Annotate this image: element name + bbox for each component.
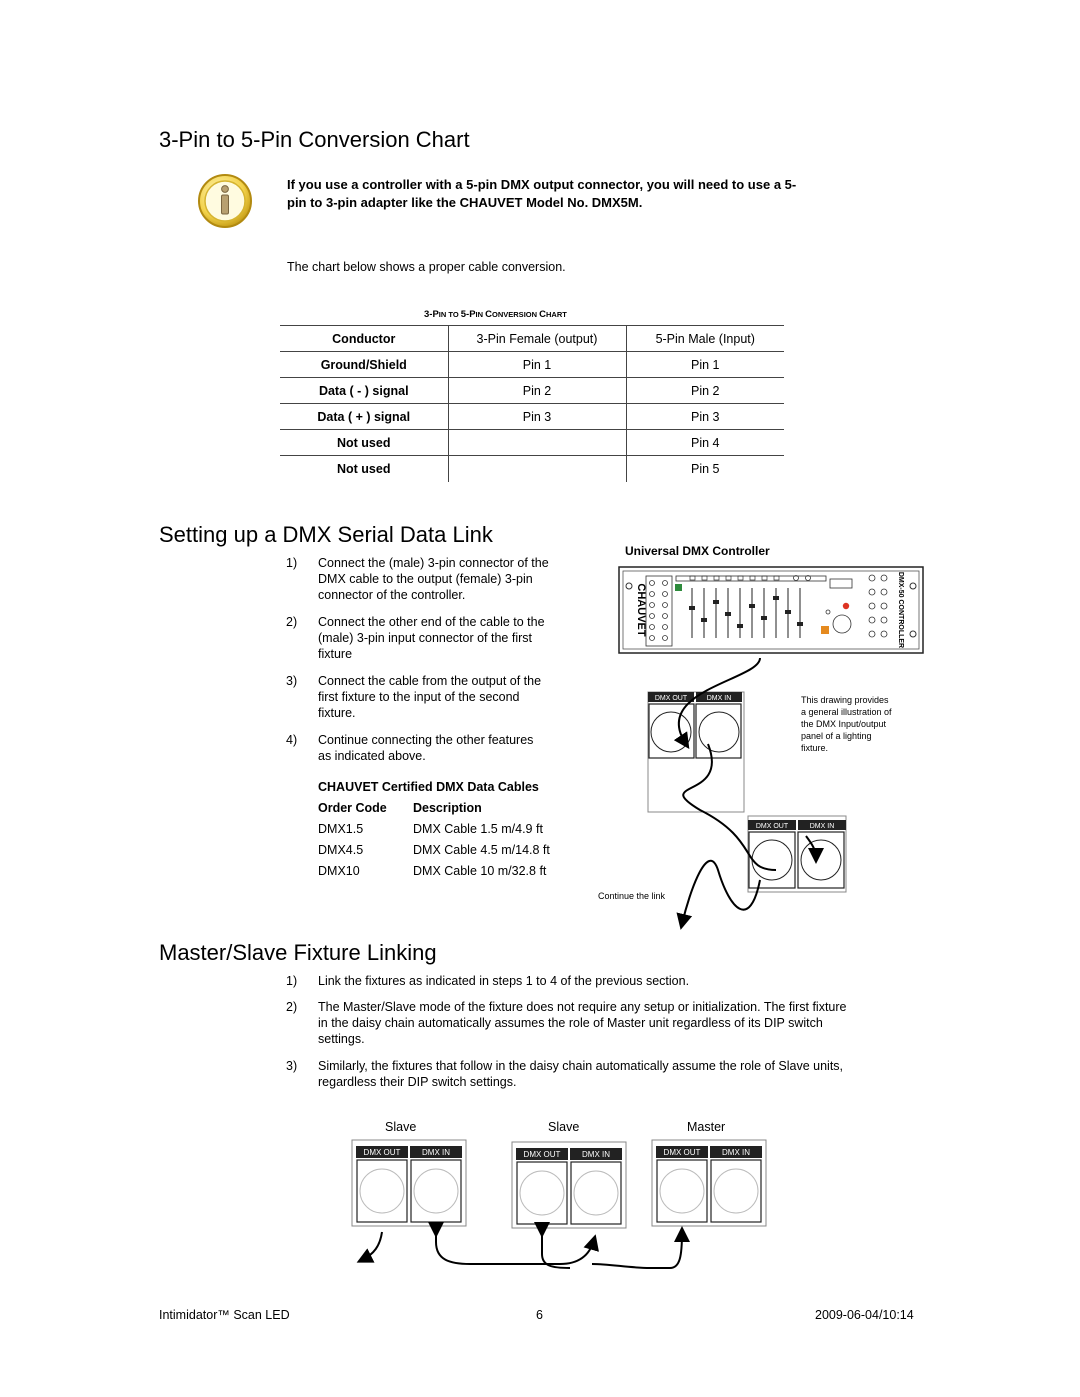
section-title-conversion: 3-Pin to 5-Pin Conversion Chart xyxy=(159,127,470,152)
header-cell: Conductor xyxy=(280,326,448,352)
conversion-table xyxy=(280,325,784,482)
table-cell xyxy=(448,430,626,456)
svg-text:CHAUVET: CHAUVET xyxy=(635,583,647,637)
svg-text:DMX-50 CONTROLLER: DMX-50 CONTROLLER xyxy=(897,571,904,649)
table-cell: Pin 2 xyxy=(448,378,626,404)
master-slave-diagram xyxy=(340,1136,780,1276)
note-line-1: If you use a controller with a 5-pin DMX output connector, you will need to use a 5- xyxy=(287,177,797,192)
chart-intro: The chart below shows a proper cable conversion. xyxy=(287,260,566,274)
label-slave-1: Slave xyxy=(385,1120,417,1134)
label-slave-2: Slave xyxy=(548,1120,580,1134)
svg-text:DMX OUT: DMX OUT xyxy=(654,695,688,702)
svg-text:DMX IN: DMX IN xyxy=(722,1148,750,1157)
table-cell: Data ( - ) signal xyxy=(280,378,448,404)
svg-text:DMX IN: DMX IN xyxy=(706,695,732,702)
table-cell: Not used xyxy=(337,461,391,476)
continue-label: Continue the link xyxy=(598,891,666,901)
table-row xyxy=(280,404,784,430)
table-cell: Pin 4 xyxy=(626,430,784,456)
cable-desc: DMX Cable 4.5 m/14.8 ft xyxy=(413,843,550,857)
table-cell: Pin 2 xyxy=(626,378,784,404)
table-cell: Pin 1 xyxy=(626,352,784,378)
table-cell xyxy=(448,456,626,482)
svg-text:DMX IN: DMX IN xyxy=(422,1148,450,1157)
note-line-2: pin to 3-pin adapter like the CHAUVET Model No. DMX5M. xyxy=(287,195,643,210)
table-cell: Data ( + ) signal xyxy=(280,404,448,430)
table-header-row xyxy=(280,326,784,352)
section-title-dmx-link: Setting up a DMX Serial Data Link xyxy=(159,522,493,547)
cable-desc: DMX Cable 10 m/32.8 ft xyxy=(413,864,547,878)
master-slave-steps: 1) Link the fixtures as indicated in steps 1 to 4 of the previous section. 2) The Master/Slave mode of the fixture does not require any setup or initialization. The first fixture in the daisy chain automatically assumes the role of Master unit regardless of its DIP switch settings. 3) Similarly, the fixtures that follow in the daisy chain automatically assume the role of Slave units, regardless their DIP switch settings. xyxy=(286,974,847,1089)
section-title-master-slave: Master/Slave Fixture Linking xyxy=(159,940,437,965)
cables-header-desc: Description xyxy=(413,801,482,815)
dmx-link-steps: 1) Connect the (male) 3-pin connector of the DMX cable to the output (female) 3-pin connector of the controller. 2) Connect the other end of the cable to the (male) 3-pin input connector of the first fixture 3) Connect the cable from the output of the first fixture to the input of the second fixture. 4) Continue connecting the other features as indicated above. xyxy=(286,556,549,763)
footer-page-number: 6 xyxy=(536,1308,543,1322)
table-caption: 3-PIN TO 5-PIN CONVERSION CHART xyxy=(424,309,567,320)
table-cell: Pin 3 xyxy=(448,404,626,430)
table-cell: Pin 5 xyxy=(626,456,784,482)
cables-header-code: Order Code xyxy=(318,801,387,815)
table-row xyxy=(280,352,784,378)
dmx-link-diagram xyxy=(590,640,890,940)
svg-text:DMX IN: DMX IN xyxy=(582,1150,610,1159)
footer-product: Intimidator™ Scan LED xyxy=(159,1308,290,1322)
cables-title: CHAUVET Certified DMX Data Cables xyxy=(318,780,539,794)
table-cell: Pin 1 xyxy=(448,352,626,378)
svg-text:DMX OUT: DMX OUT xyxy=(523,1150,561,1159)
drawing-note: This drawing provides a general illustration of the DMX Input/output panel of a lighting fixture. xyxy=(801,695,892,753)
svg-text:DMX OUT: DMX OUT xyxy=(363,1148,401,1157)
table-cell: Not used xyxy=(280,430,448,456)
table-row xyxy=(280,378,784,404)
header-cell: 5-Pin Male (Input) xyxy=(626,326,784,352)
cable-code: DMX10 xyxy=(318,864,360,878)
table-row xyxy=(280,456,784,482)
svg-text:DMX IN: DMX IN xyxy=(809,823,835,830)
table-cell: Ground/Shield xyxy=(280,352,448,378)
table-cell: Pin 3 xyxy=(626,404,784,430)
footer-date: 2009-06-04/10:14 xyxy=(815,1308,914,1322)
table-row xyxy=(280,430,784,456)
header-cell: 3-Pin Female (output) xyxy=(448,326,626,352)
label-master: Master xyxy=(687,1120,726,1134)
cable-code: DMX1.5 xyxy=(318,822,364,836)
info-icon xyxy=(196,172,254,230)
diagram-title: Universal DMX Controller xyxy=(625,544,770,558)
cable-desc: DMX Cable 1.5 m/4.9 ft xyxy=(413,822,543,836)
cable-code: DMX4.5 xyxy=(318,843,364,857)
svg-text:DMX OUT: DMX OUT xyxy=(755,823,789,830)
svg-text:DMX OUT: DMX OUT xyxy=(663,1148,701,1157)
